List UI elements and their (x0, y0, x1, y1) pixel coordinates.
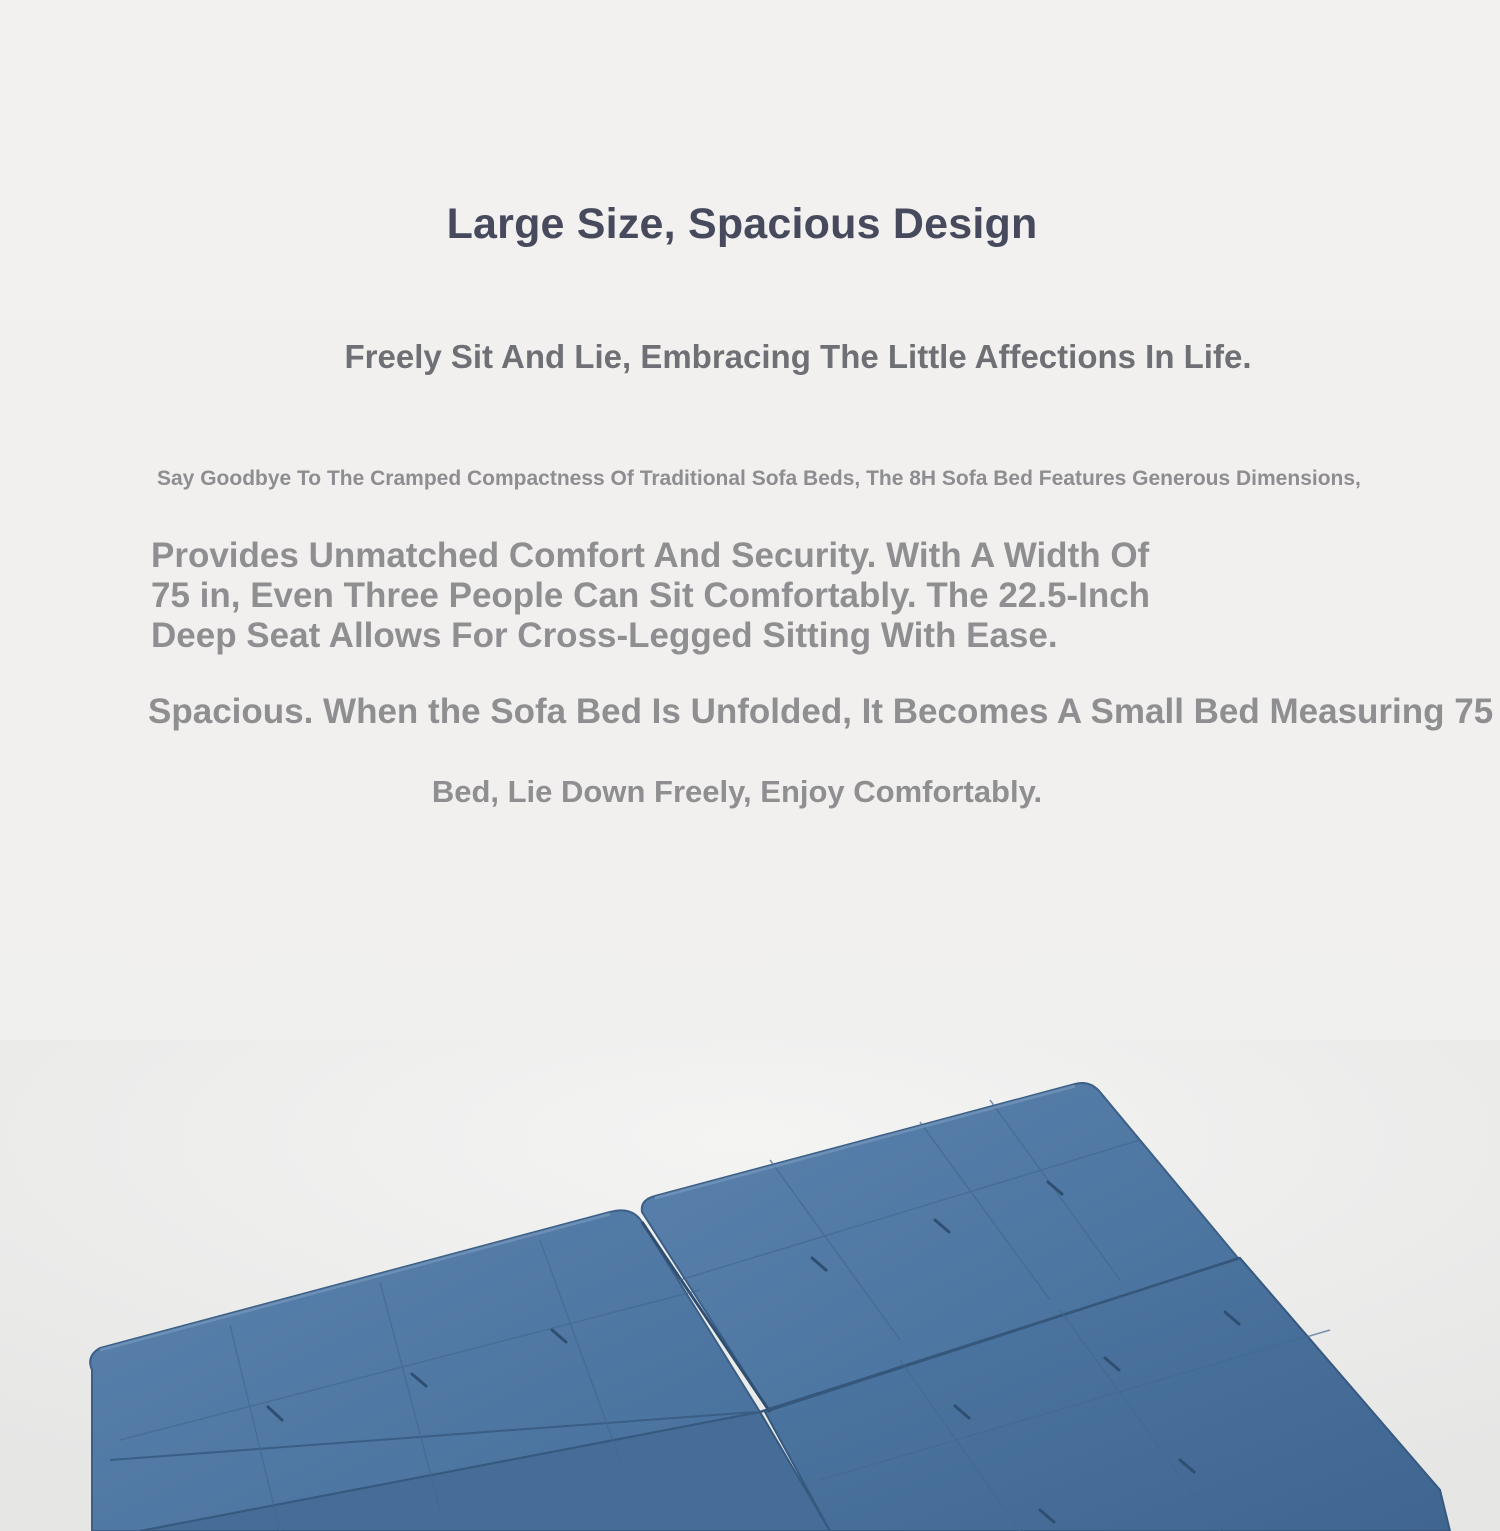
intro-text: Say Goodbye To The Cramped Compactness Of Traditional Sofa Beds, The 8H Sofa Bed Features Generous Dimensions, (157, 467, 1361, 490)
comfort-paragraph (151, 536, 1211, 656)
closing-text: Bed, Lie Down Freely, Enjoy Comfortably. (431, 774, 1043, 809)
sofa-bed-illustration (0, 1040, 1500, 1531)
paragraph-line: Deep Seat Allows For Cross-Legged Sitting With Ease. (151, 616, 1058, 655)
section-subtitle: Freely Sit And Lie, Embracing The Little Affections In Life. (344, 338, 1252, 375)
paragraph-line: Provides Unmatched Comfort And Security. With A Width Of (151, 536, 1150, 575)
unfold-text: Spacious. When the Sofa Bed Is Unfolded, It Becomes A Small Bed Measuring 75 (148, 692, 1494, 731)
sofa-bed-product-image (0, 1040, 1500, 1531)
section-title: Large Size, Spacious Design (446, 200, 1038, 248)
paragraph-line: 75 in, Even Three People Can Sit Comfortably. The 22.5-Inch (151, 576, 1151, 615)
